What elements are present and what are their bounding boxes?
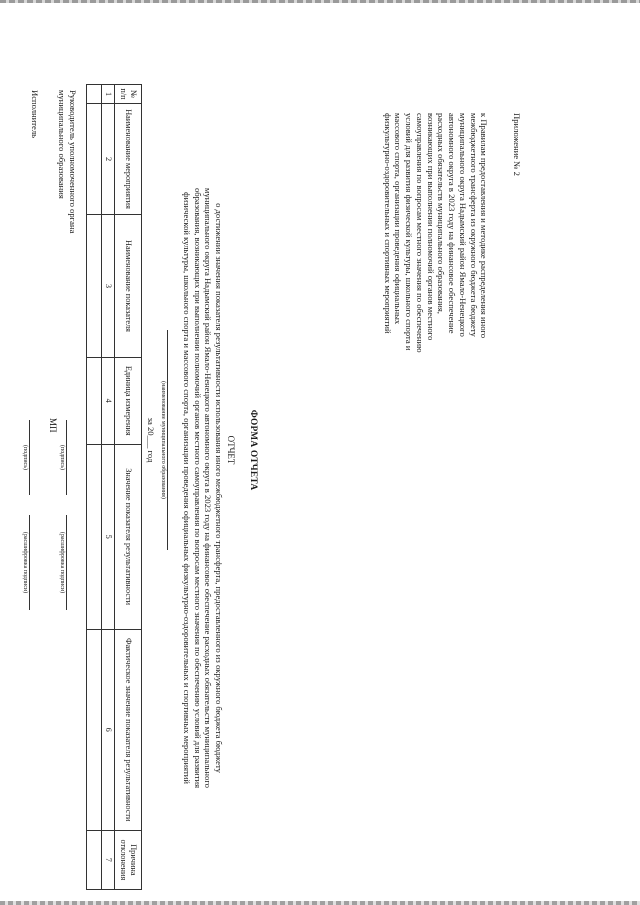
municipality-caption: (наименование муниципального образования) (160, 381, 166, 499)
appendix-line: физкультурно-оздоровительных и спортивных мероприятий (382, 113, 393, 334)
head-title-line1: Руководитель уполномоченного органа (68, 90, 78, 234)
appendix-line: автономного округа в 2023 году на финансовое обеспечение (447, 113, 458, 334)
header-actual-value: Фактическое значение показателя результативности (115, 629, 142, 830)
report-table (86, 84, 142, 890)
report-line: муниципального округа Надымский район Ямало-Ненецкого автономного округа в 2023 году на финансовое обеспечение расходных обязательств муниципального (203, 188, 214, 788)
executor-signature-caption: (подпись) (22, 445, 28, 470)
column-number: 1 (101, 85, 114, 104)
header-event-name: Наименование мероприятия (115, 104, 142, 215)
head-signature-line[interactable] (66, 420, 67, 495)
column-number: 2 (101, 104, 114, 215)
report-title: ОТЧЕТ (226, 435, 236, 465)
table-cell[interactable] (86, 830, 101, 889)
table-cell[interactable] (86, 215, 101, 358)
table-header-row (115, 85, 142, 890)
executor-signature-line[interactable] (29, 420, 30, 495)
report-period: за 20___ год (146, 417, 156, 463)
executor-decode-line[interactable] (29, 515, 30, 610)
header-unit: Единица измерения (115, 357, 142, 444)
appendix-line: к Правилам предоставления и методике распределения иного (479, 113, 490, 339)
report-line: образования, возникающих при выполнении полномочий органов местного самоуправления по вопросам местного значения по обеспечению условий для развития (192, 187, 203, 789)
column-number: 5 (101, 444, 114, 629)
appendix-line: расходных обязательств муниципального образования, (436, 113, 447, 314)
report-line: о достижении значения показателя результативности использования иного межбюджетного трансферта, предоставленного из окружного бюджета бюджету (214, 203, 224, 773)
header-indicator-name: Наименование показателя (115, 215, 142, 358)
scan-edge-bottom (0, 901, 640, 905)
appendix-line: межбюджетного трансферта из окружного бюджета бюджету (468, 113, 479, 337)
header-number: № п/п (115, 85, 142, 104)
appendix-line: условий для развития физической культуры, школьного спорта и (404, 113, 415, 351)
executor-decode-caption: (расшифровка подписи) (22, 531, 28, 594)
table-cell[interactable] (86, 444, 101, 629)
table-cell[interactable] (86, 104, 101, 215)
head-title-line2: муниципального образования (57, 90, 68, 199)
header-target-value: Значение показателя результативности (115, 444, 142, 629)
report-line: физической культуры, школьного спорта и массового спорта, организации проведения официальных физкультурно-оздоровительных и спортивных мероприятий (181, 192, 192, 784)
header-deviation-reason: Причина отклонения (115, 830, 142, 889)
table-cell[interactable] (86, 629, 101, 830)
column-number: 4 (101, 357, 114, 444)
head-decode-line[interactable] (66, 515, 67, 610)
municipality-field-line (167, 330, 168, 550)
form-title: ФОРМА ОТЧЕТА (248, 409, 258, 491)
appendix-line: возникающих при выполнении полномочий органов местного (425, 113, 436, 341)
table-column-numbers-row (101, 85, 114, 890)
report-description (181, 88, 224, 888)
stamp-place: МП (48, 418, 58, 433)
head-signature-label (57, 90, 78, 233)
appendix-line: массового спорта, организации проведения официальных (393, 113, 404, 325)
appendix-line: муниципального округа Надымский район Ямало-Ненецкого (457, 113, 468, 337)
column-number: 3 (101, 215, 114, 358)
appendix-block (382, 113, 522, 383)
appendix-number: Приложение № 2 (512, 113, 522, 176)
column-number: 6 (101, 629, 114, 830)
appendix-text (382, 113, 489, 383)
appendix-line: самоуправления по вопросам местного значения по обеспечению (414, 113, 425, 353)
table-cell[interactable] (86, 85, 101, 104)
head-signature-caption: (подпись) (59, 445, 65, 470)
column-number: 7 (101, 830, 114, 889)
table-cell[interactable] (86, 357, 101, 444)
executor-label: Исполнитель (30, 90, 40, 139)
head-decode-caption: (расшифровка подписи) (59, 531, 65, 594)
table-row (86, 85, 101, 890)
